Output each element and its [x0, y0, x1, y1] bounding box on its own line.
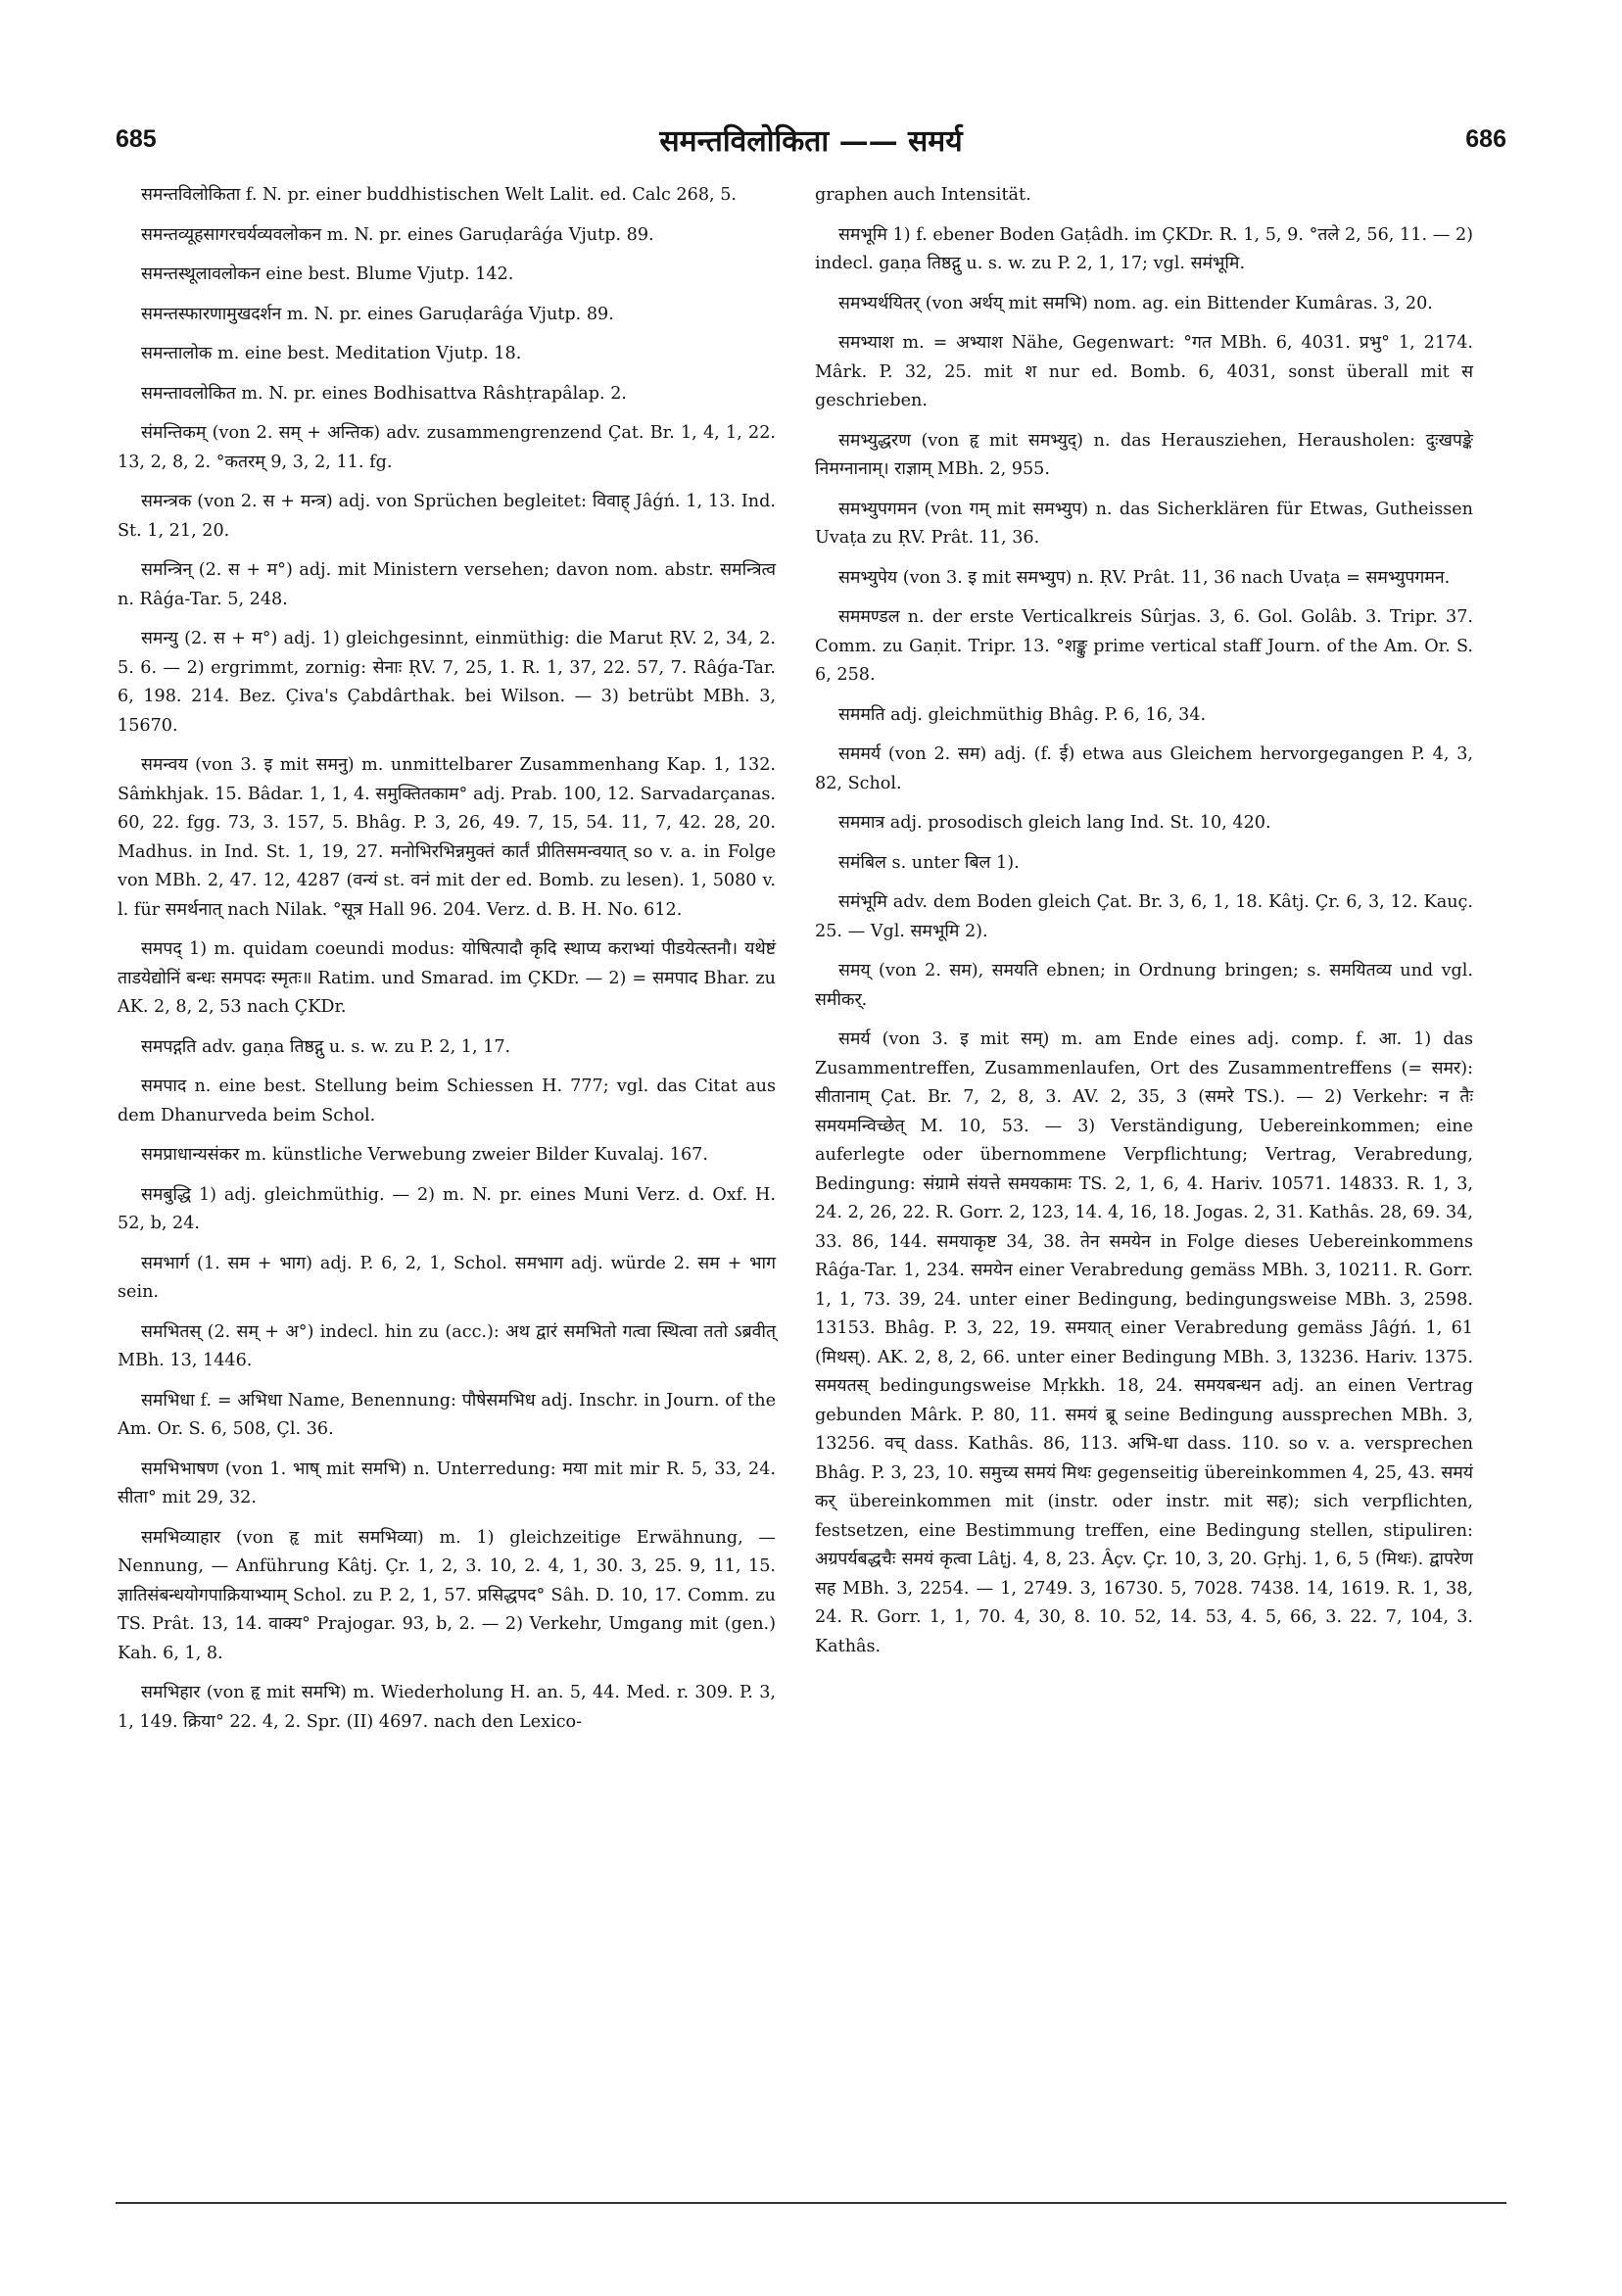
dictionary-entry: समभ्युपेय (von 3. इ mit समभ्युप) n. ṚV. Prât. 11, 36 nach Uvaṭa = समभ्युपगमन.: [838, 567, 1451, 588]
dictionary-entry: समभितस् (2. सम् + अ°) indecl. hin zu (acc.): अथ द्वारं समभितो गत्वा स्थित्वा ततो ऽब्रवीत् MBh. 13, 1446.: [118, 1321, 776, 1370]
dictionary-entry: समंबिल s. unter बिल 1).: [838, 852, 1020, 873]
dictionary-entry: समन्तस्थूलावलोकन eine best. Blume Vjutp. 142.: [141, 264, 514, 284]
dictionary-entry: समभूमि 1) f. ebener Boden Gaṭâdh. im ÇKDr. R. 1, 5, 9. °तले 2, 56, 11. — 2) indecl. gaṇa तिष्ठद्गु u. s. w. zu P. 2, 1, 17; vgl. समंभूमि.: [815, 224, 1473, 273]
dictionary-entry: समभ्याश m. = अभ्याश Nähe, Gegenwart: °गत MBh. 6, 4031. प्रभु° 1, 2174. Mârk. P. 32, 25. mit श nur ed. Bomb. 6, 4031, sonst überall mit स geschrieben.: [815, 333, 1473, 410]
dictionary-entry: समभिव्याहार (von हृ mit समभिव्या) m. 1) gleichzeitige Erwähnung, — Nennung, — Anführung Kâtj. Çr. 1, 2, 3. 10, 2. 4, 1, 30. 3, 25. 9, 11, 15. ज्ञातिसंबन्धयोगपाक्रियाभ्याम् Schol. zu P. 2, 1, 57. प्रसिद्धपद° Sâh. D. 10, 17. Comm. zu TS. Prât. 13, 14. वाक्य° Prajogar. 93, b, 2. — 2) Verkehr, Umgang mit (gen.) Kah. 6, 1, 8.: [118, 1527, 776, 1663]
dictionary-entry: समर्य (von 3. इ mit सम्) m. am Ende eines adj. comp. f. आ. 1) das Zusammentreffen, Zusammenlaufen, Ort des Zusammentreffens (= समर): सीतानाम् Çat. Br. 7, 2, 8, 3. AV. 2, 35, 3 (समरे TS.). — 2) Verkehr: न तैः समयमन्विच्छेत् M. 10, 53. — 3) Verständigung, Uebereinkommen; eine auferlegte oder übernommene Verpflichtung; Vertrag, Verabredung, Bedingung: संग्रामे संयत्ते समयकामः TS. 2, 1, 6, 4. Hariv. 10571. 14833. R. 1, 3, 24. 2, 26, 22. R. Gorr. 2, 123, 14. 4, 16, 18. Jogas. 2, 31. Kathâs. 28, 69. 34, 33. 86, 144. समयाकृष्ट 34, 38. तेन समयेन in Folge dieses Uebereinkommens Râǵa-Tar. 1, 234. समयेन einer Verabredung gemäss MBh. 3, 10211. R. Gorr. 1, 1, 73. 39, 24. unter einer Bedingung, bedingungsweise MBh. 3, 2598. 13153. Bhâg. P. 3, 22, 19. समयात् einer Verabredung gemäss Jâǵń. 1, 61 (मिथस्). AK. 2, 8, 2, 66. unter einer Bedingung MBh. 3, 13236. Hariv. 1375. समयतस् bedingungsweise Mṛkkh. 18, 24. समयबन्धन adj. an einen Vertrag gebunden Mârk. P. 80, 11. समयं ब्रू seine Bedingung aussprechen MBh. 3, 13256. वच् dass. Kathâs. 86, 113. अभि-धा dass. 110. so v. a. versprechen Bhâg. P. 3, 23, 10. समुच्य समयं मिथः gegenseitig übereinkommen 4, 25, 43. समयं कर् übereinkommen mit (instr. oder instr. mit सह); sich verpflichten, festsetzen, eine Bestimmung treffen, eine Bedingung stellen, stipuliren: अग्रपर्यबद्धचैः समयं कृत्वा Lâṭj. 4, 8, 23. Âçv. Çr. 10, 3, 20. Gṛhj. 1, 6, 5 (मिथः). द्वापरेण सह MBh. 3, 2254. — 1, 2749. 3, 16730. 5, 7028. 7438. 14, 1619. R. 1, 38, 24. R. Gorr. 1, 1, 70. 4, 30, 8. 10. 52, 14. 53, 4. 5, 66, 3. 22. 7, 104, 3. Kathâs.: [815, 1029, 1473, 1656]
dictionary-entry: समन्तालोक m. eine best. Meditation Vjutp. 18.: [141, 344, 522, 363]
dictionary-entry: समंभूमि adv. dem Boden gleich Çat. Br. 3, 6, 1, 18. Kâtj. Çr. 6, 3, 12. Kauç. 25. — Vgl. समभूमि 2).: [815, 892, 1473, 941]
dictionary-entry: समभिभाषण (von 1. भाष् mit समभि) n. Unterredung: मया mit mir R. 5, 33, 24. सीता° mit 29, 32.: [118, 1459, 776, 1507]
footer-rule: [116, 2202, 1506, 2204]
dictionary-entry: समपद्गति adv. gaṇa तिष्ठद्गु u. s. w. zu P. 2, 1, 17.: [141, 1036, 511, 1057]
dictionary-entry: समभिधा f. = अभिधा Name, Benennung: पौषेसमभिध adj. Inschr. in Journ. of the Am. Or. S. 6, 508, Çl. 36.: [118, 1390, 776, 1439]
dictionary-entry: समभार्ग (1. सम + भाग) adj. P. 6, 2, 1, Schol. समभाग adj. würde 2. सम + भाग sein.: [118, 1253, 776, 1302]
dictionary-entry: समन्तावलोकित m. N. pr. eines Bodhisattva Râshṭrapâlap. 2.: [141, 383, 628, 404]
page-number-left: 685: [116, 125, 157, 153]
dictionary-entry: समभ्यर्थयितर् (von अर्थय् mit समभि) nom. ag. ein Bittender Kumâras. 3, 20.: [838, 293, 1433, 313]
dictionary-entry: सममात्र adj. prosodisch gleich lang Ind. St. 10, 420.: [838, 813, 1271, 833]
page-header: [116, 125, 1506, 165]
dictionary-entry: समभ्युद्धरण (von हृ mit समभ्युद्) n. das Herausziehen, Herausholen: दुःखपङ्के निमग्नानाम्। राज्ञाम् MBh. 2, 955.: [815, 430, 1473, 479]
dictionary-entry: सममति adj. gleichmüthig Bhâg. P. 6, 16, 34.: [838, 704, 1207, 725]
dictionary-entry: समपद् 1) m. quidam coeundi modus: योषित्पादौ कृदि स्थाप्य कराभ्यां पीडयेत्स्तनौ। यथेष्टं ताडयेद्योनिं बन्धः समपदः स्मृतः॥ Ratim. und Smarad. im ÇKDr. — 2) = समपाद Bhar. zu AK. 2, 8, 2, 53 nach ÇKDr.: [118, 939, 776, 1017]
dictionary-entry-continuation: graphen auch Intensität.: [815, 185, 1031, 205]
running-title: समन्तविलोकिता —— समर्य: [659, 124, 963, 159]
dictionary-entry: समन्तव्यूहसागरचर्यव्यवलोकन m. N. pr. eines Garuḍarâǵa Vjutp. 89.: [141, 224, 654, 245]
dictionary-entry: समपाद n. eine best. Stellung beim Schiessen H. 777; vgl. das Citat aus dem Dhanurveda beim Schol.: [118, 1076, 776, 1125]
dictionary-entry: समभ्युपगमन (von गम् mit समभ्युप) n. das Sicherklären für Etwas, Gutheissen Uvaṭa zu ṚV. Prât. 11, 36.: [815, 499, 1473, 548]
dictionary-entry: समन्वय (von 3. इ mit समनु) m. unmittelbarer Zusammenhang Kap. 1, 132. Sâṁkhjak. 15. Bâdar. 1, 1, 4. समुक्तितकाम° adj. Prab. 100, 12. Sarvadarçanas. 60, 22. fgg. 73, 3. 157, 5. Bhâg. P. 3, 26, 49. 7, 15, 54. 11, 7, 42. 28, 20. Madhus. in Ind. St. 1, 19, 27. मनोभिरभिन्नमुक्तं कार्तं प्रीतिसमन्वयात् so v. a. in Folge von MBh. 2, 47. 12, 4287 (वन्यं st. वनं mit der ed. Bomb. zu lesen). 1, 5080 v. l. für समर्थनात् nach Nilak. °सूत्र Hall 96. 204. Verz. d. B. H. No. 612.: [118, 755, 776, 920]
dictionary-entry: सममण्डल n. der erste Verticalkreis Sûrjas. 3, 6. Gol. Golâb. 3. Tripr. 37. Comm. zu Gaṇit. Tripr. 13. °शङ्कु prime vertical staff Journ. of the Am. Or. S. 6, 258.: [815, 607, 1473, 685]
left-column: [118, 181, 776, 1747]
dictionary-entry: समन्यु (2. स + म°) adj. 1) gleichgesinnt, einmüthig: die Marut ṚV. 2, 34, 2. 5. 6. — 2) ergrimmt, zornig: सेनाः ṚV. 7, 25, 1. R. 1, 37, 22. 57, 7. Râǵa-Tar. 6, 198. 214. Bez. Çiva's Çabdârthak. bei Wilson. — 3) betrübt MBh. 3, 15670.: [118, 629, 776, 736]
dictionary-entry: संमन्तिकम् (von 2. सम् + अन्तिक) adv. zusammengrenzend Çat. Br. 1, 4, 1, 22. 13, 2, 8, 2. °कतरम् 9, 3, 2, 11. fg.: [118, 423, 776, 472]
dictionary-entry: समय् (von 2. सम), समयति ebnen; in Ordnung bringen; s. समयितव्य und vgl. समीकर्.: [815, 961, 1473, 1010]
dictionary-entry: समन्त्रक (von 2. स + मन्त्र) adj. von Sprüchen begleitet: विवाह् Jâǵń. 1, 13. Ind. St. 1, 21, 20.: [118, 492, 776, 541]
dictionary-entry: सममर्य (von 2. सम) adj. (f. ई) etwa aus Gleichem hervorgegangen P. 4, 3, 82, Schol.: [815, 744, 1473, 793]
page-number-right: 686: [1465, 125, 1506, 153]
dictionary-entry: समभिहार (von हृ mit समभि) m. Wiederholung H. an. 5, 44. Med. r. 309. P. 3, 1, 149. क्रिया° 22. 4, 2. Spr. (II) 4697. nach den Lexico-: [118, 1683, 776, 1732]
dictionary-entry: समन्तविलोकिता f. N. pr. einer buddhistischen Welt Lalit. ed. Calc 268, 5.: [141, 185, 737, 205]
right-column: [815, 181, 1473, 1672]
dictionary-entry: समबुद्धि 1) adj. gleichmüthig. — 2) m. N. pr. eines Muni Verz. d. Oxf. H. 52, b, 24.: [118, 1184, 776, 1233]
dictionary-entry: समन्त्रिन् (2. स + म°) adj. mit Ministern versehen; davon nom. abstr. समन्त्रित्व n. Râǵa-Tar. 5, 248.: [118, 560, 776, 609]
dictionary-entry: समप्राधान्यसंकर m. künstliche Verwebung zweier Bilder Kuvalaj. 167.: [141, 1145, 708, 1165]
dictionary-entry: समन्तस्फारणामुखदर्शन m. N. pr. eines Garuḍarâǵa Vjutp. 89.: [141, 304, 614, 324]
